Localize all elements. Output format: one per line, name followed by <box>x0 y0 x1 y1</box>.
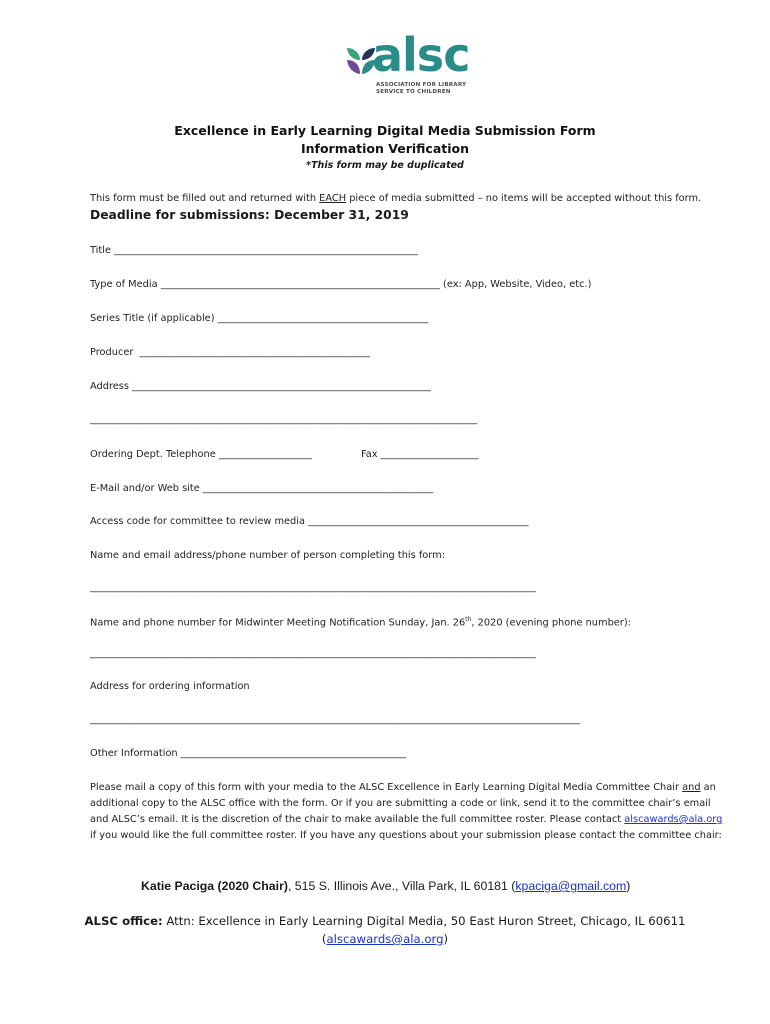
email-web-field[interactable]: E-Mail and/or Web site _______________________________________________ <box>90 483 434 494</box>
chair-email-link[interactable]: kpaciga@gmail.com <box>515 879 627 893</box>
duplicate-note: *This form may be duplicated <box>306 160 464 171</box>
name-email-label: Name and email address/phone number of person completing this form: <box>90 550 445 561</box>
office-email-link[interactable]: alscawards@ala.org <box>326 932 444 946</box>
address-field[interactable]: Address _____________________________________________________________ <box>90 381 431 392</box>
logo-wordmark: alsc <box>372 28 470 82</box>
deadline: Deadline for submissions: December 31, 2019 <box>90 208 409 222</box>
midwinter-field[interactable]: ___________________________________________________________________________________________ <box>90 648 536 659</box>
title-field[interactable]: Title ______________________________________________________________ <box>90 245 418 256</box>
ordering-phone-field[interactable]: Ordering Dept. Telephone ___________________ <box>90 449 312 460</box>
office-contact: ALSC office: Attn: Excellence in Early Learning Digital Media, 50 East Huron Street, Chicago, IL 60611 <box>84 914 686 928</box>
midwinter-label: Name and phone number for Midwinter Meeting Notification Sunday, Jan. 26th, 2020 (evening phone number): <box>90 616 631 629</box>
intro-text: This form must be filled out and returned with EACH piece of media submitted – no items will be accepted without this form. <box>90 193 702 204</box>
series-title-field[interactable]: Series Title (if applicable) ___________________________________________ <box>90 313 429 324</box>
type-of-media-field[interactable]: Type of Media _________________________________________________________ (ex: App, Website, Video, etc.) <box>90 279 592 290</box>
logo-subtitle: ASSOCIATION FOR LIBRARY SERVICE TO CHILDREN <box>376 82 467 95</box>
name-email-field[interactable]: ___________________________________________________________________________________________ <box>90 582 536 593</box>
address-line2-field[interactable]: _______________________________________________________________________________ <box>90 414 477 425</box>
ordering-address-label: Address for ordering information <box>90 681 250 692</box>
form-subtitle: Information Verification <box>300 141 470 156</box>
producer-field[interactable]: Producer _______________________________________________ <box>90 347 370 358</box>
form-title: Excellence in Early Learning Digital Media Submission Form <box>174 123 596 138</box>
other-info-field[interactable]: Other Information ______________________________________________ <box>90 748 407 759</box>
access-code-field[interactable]: Access code for committee to review media _____________________________________________ <box>90 516 529 527</box>
chair-contact: Katie Paciga (2020 Chair), 515 S. Illinois Ave., Villa Park, IL 60181 (kpaciga@gmail.com) <box>141 879 631 893</box>
fax-field[interactable]: Fax ____________________ <box>361 449 479 460</box>
ordering-address-field[interactable]: ____________________________________________________________________________________________________ <box>90 714 580 725</box>
instructions-paragraph: Please mail a copy of this form with your media to the ALSC Excellence in Early Learning Digital Media Committee Chair and an additional copy to the ALSC office with the form. Or if you are submitting a code or link, send it to the committee chair’s email and ALSC’s email. It is the discretion of the chair to make available the full committee roster. Please contact alscawards@ala.org if you would like the full committee roster. If you have any questions about your submission please contact the committee chair: <box>90 782 723 841</box>
office-email: (alscawards@ala.org) <box>321 932 449 946</box>
alscawards-email-link[interactable]: alscawards@ala.org <box>624 814 723 825</box>
alsc-logo <box>343 28 473 100</box>
